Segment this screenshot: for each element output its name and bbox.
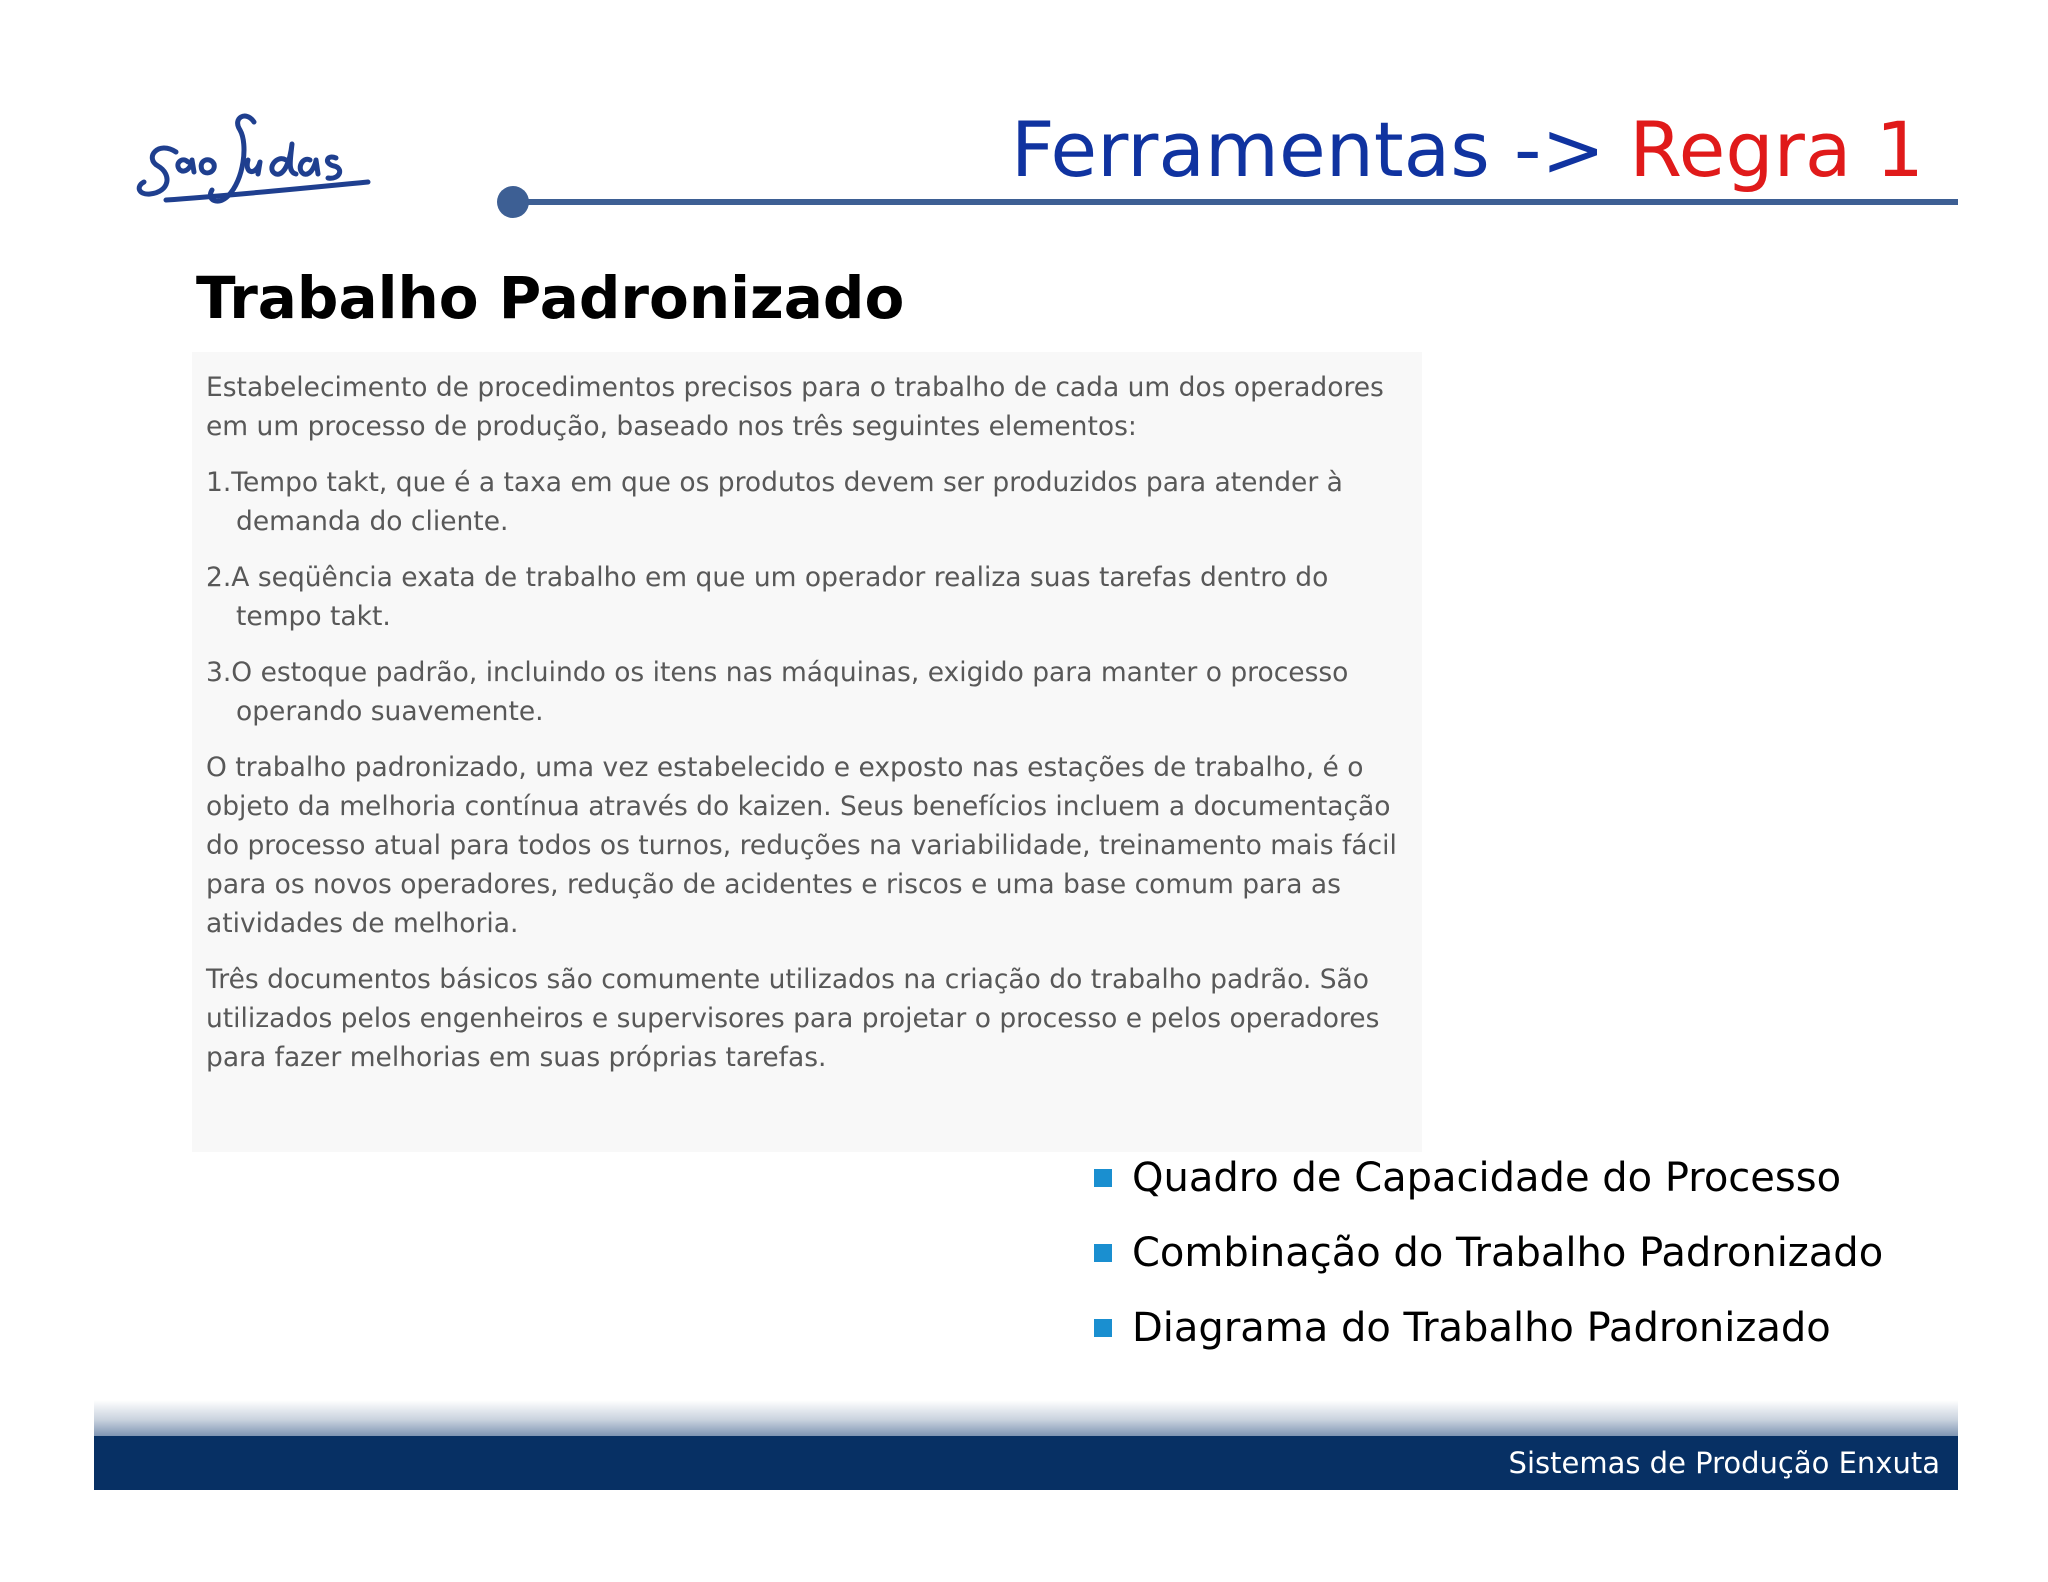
scanned-text-block <box>206 368 1406 1094</box>
sao-judas-logo <box>136 100 386 210</box>
intro-paragraph: Estabelecimento de procedimentos precisos para o trabalho de cada um dos operadores em um processo de produção, baseado nos três seguintes elementos: <box>206 372 1384 442</box>
slide-title-part1: Ferramentas -> <box>1010 105 1606 194</box>
footer-gradient <box>94 1400 1958 1436</box>
benefits-paragraph: O trabalho padronizado, uma vez estabelecido e exposto nas estações de trabalho, é o objeto da melhoria contínua através do kaizen. Seus benefícios incluem a documentação do processo atual para todos os turnos, reduções na variabilidade, treinamento mais fácil para os novos operadores, redução de acidentes e riscos e uma base comum para as atividades de melhoria. <box>206 752 1397 939</box>
square-bullet-icon <box>1094 1169 1112 1187</box>
element-item-1: 1.Tempo takt, que é a taxa em que os produtos devem ser produzidos para atender à demanda do cliente. <box>206 467 1343 537</box>
section-heading: Trabalho Padronizado <box>196 264 905 332</box>
bullet-text: Diagrama do Trabalho Padronizado <box>1132 1304 1831 1351</box>
bullet-item <box>1094 1290 1883 1365</box>
bullet-text: Quadro de Capacidade do Processo <box>1132 1154 1842 1201</box>
element-item-3: 3.O estoque padrão, incluindo os itens nas máquinas, exigido para manter o processo operando suavemente. <box>206 657 1349 727</box>
square-bullet-icon <box>1094 1244 1112 1262</box>
footer-band <box>94 1436 1958 1490</box>
bullet-item <box>1094 1140 1883 1215</box>
title-divider <box>514 199 1958 205</box>
title-divider-dot <box>497 186 529 218</box>
bullet-item <box>1094 1215 1883 1290</box>
documents-paragraph: Três documentos básicos são comumente utilizados na criação do trabalho padrão. São utilizados pelos engenheiros e supervisores para projetar o processo e pelos operadores para fazer melhorias em suas próprias tarefas. <box>206 964 1380 1073</box>
slide-title-part2: Regra 1 <box>1629 105 1924 194</box>
logo-script-mark <box>136 100 386 210</box>
slide-title <box>1011 100 1924 200</box>
square-bullet-icon <box>1094 1319 1112 1337</box>
footer-text: Sistemas de Produção Enxuta <box>1508 1446 1940 1480</box>
bullet-text: Combinação do Trabalho Padronizado <box>1132 1229 1884 1276</box>
document-bullet-list <box>1094 1140 1883 1365</box>
element-item-2: 2.A seqüência exata de trabalho em que um operador realiza suas tarefas dentro do tempo takt. <box>206 562 1329 632</box>
